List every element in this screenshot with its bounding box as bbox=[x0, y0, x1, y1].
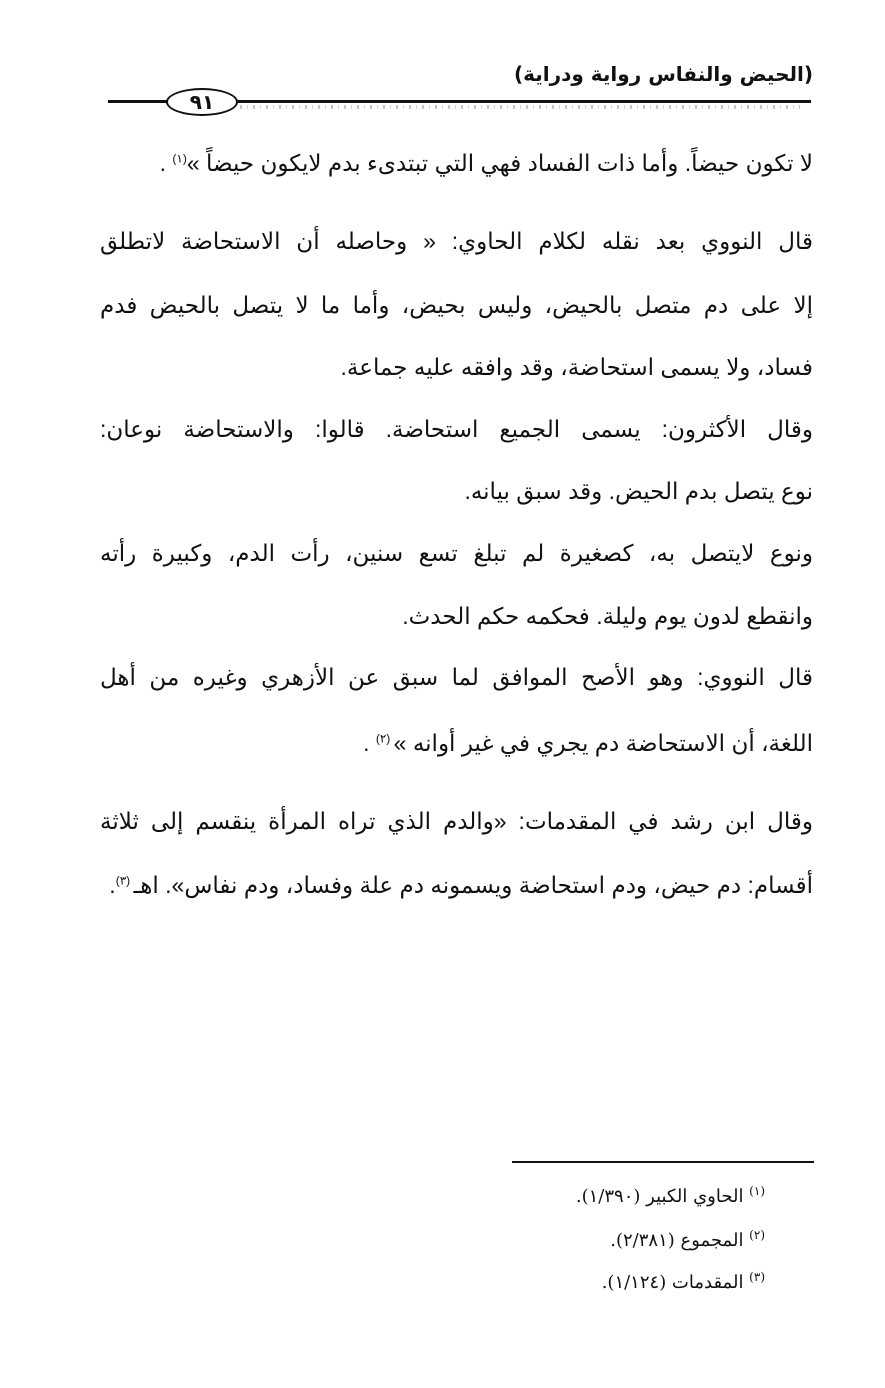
header-rule-texture bbox=[240, 105, 800, 109]
footnote-mark: (٢) bbox=[749, 1228, 765, 1242]
footnote-ref-2[interactable]: (٢) bbox=[375, 731, 394, 746]
body-line-4: فساد، ولا يسمى استحاضة، وقد وافقه عليه جماعة. bbox=[340, 354, 813, 380]
header-rule-right bbox=[236, 100, 811, 103]
body-line-2: قال النووي بعد نقله لكلام الحاوي: « وحاصله أن الاستحاضة لاتطلق bbox=[100, 228, 813, 254]
footnote-1: $^{(١)}$ الحاوي الكبير (١/٣٩٠). bbox=[575, 1184, 765, 1207]
page-number: ٩١ bbox=[166, 88, 238, 116]
body-line-5: وقال الأكثرون: يسمى الجميع استحاضة. قالوا: والاستحاضة نوعان: bbox=[100, 416, 813, 442]
body-line-10: اللغة، أن الاستحاضة دم يجري في غير أوانه » $^{(٢)}$ . bbox=[363, 730, 813, 756]
body-line-1: لا تكون حيضاً. وأما ذات الفساد فهي التي تبتدىء بدم لايكون حيضاً »$^{(١)}$ . bbox=[159, 150, 813, 176]
body-line-7: ونوع لايتصل به، كصغيرة لم تبلغ تسع سنين، رأت الدم، وكبيرة رأته bbox=[100, 540, 813, 566]
line-text: لا تكون حيضاً. وأما ذات الفساد فهي التي تبتدىء بدم لايكون حيضاً » bbox=[186, 150, 813, 176]
body-line-6: نوع يتصل بدم الحيض. وقد سبق بيانه. bbox=[464, 478, 813, 504]
body-line-8: وانقطع لدون يوم وليلة. فحكمه حكم الحدث. bbox=[402, 603, 813, 629]
footnote-mark: (٣) bbox=[749, 1270, 765, 1284]
body-line-3: إلا على دم متصل بالحيض، وليس بحيض، وأما ما لا يتصل بالحيض فدم bbox=[100, 292, 813, 318]
footnote-ref-3[interactable]: (٣) bbox=[115, 873, 134, 888]
body-line-12: أقسام: دم حيض، ودم استحاضة ويسمونه دم علة وفساد، ودم نفاس». اهـ $^{(٣)}$. bbox=[109, 872, 813, 898]
footnote-2: $^{(٢)}$ المجموع (٢/٣٨١). bbox=[610, 1228, 765, 1251]
footnote-mark: (١) bbox=[749, 1184, 765, 1198]
footnote-3: $^{(٣)}$ المقدمات (١/١٢٤). bbox=[601, 1270, 765, 1293]
body-line-9: قال النووي: وهو الأصح الموافق لما سبق عن الأزهري وغيره من أهل bbox=[100, 664, 813, 690]
body-line-11: وقال ابن رشد في المقدمات: «والدم الذي تراه المرأة ينقسم إلى ثلاثة bbox=[100, 808, 813, 834]
running-header-title: (الحيض والنفاس رواية ودراية) bbox=[513, 62, 813, 86]
footnote-separator bbox=[512, 1161, 814, 1163]
header-rule-left bbox=[108, 100, 170, 103]
footnote-ref-1[interactable]: (١) bbox=[172, 151, 187, 166]
